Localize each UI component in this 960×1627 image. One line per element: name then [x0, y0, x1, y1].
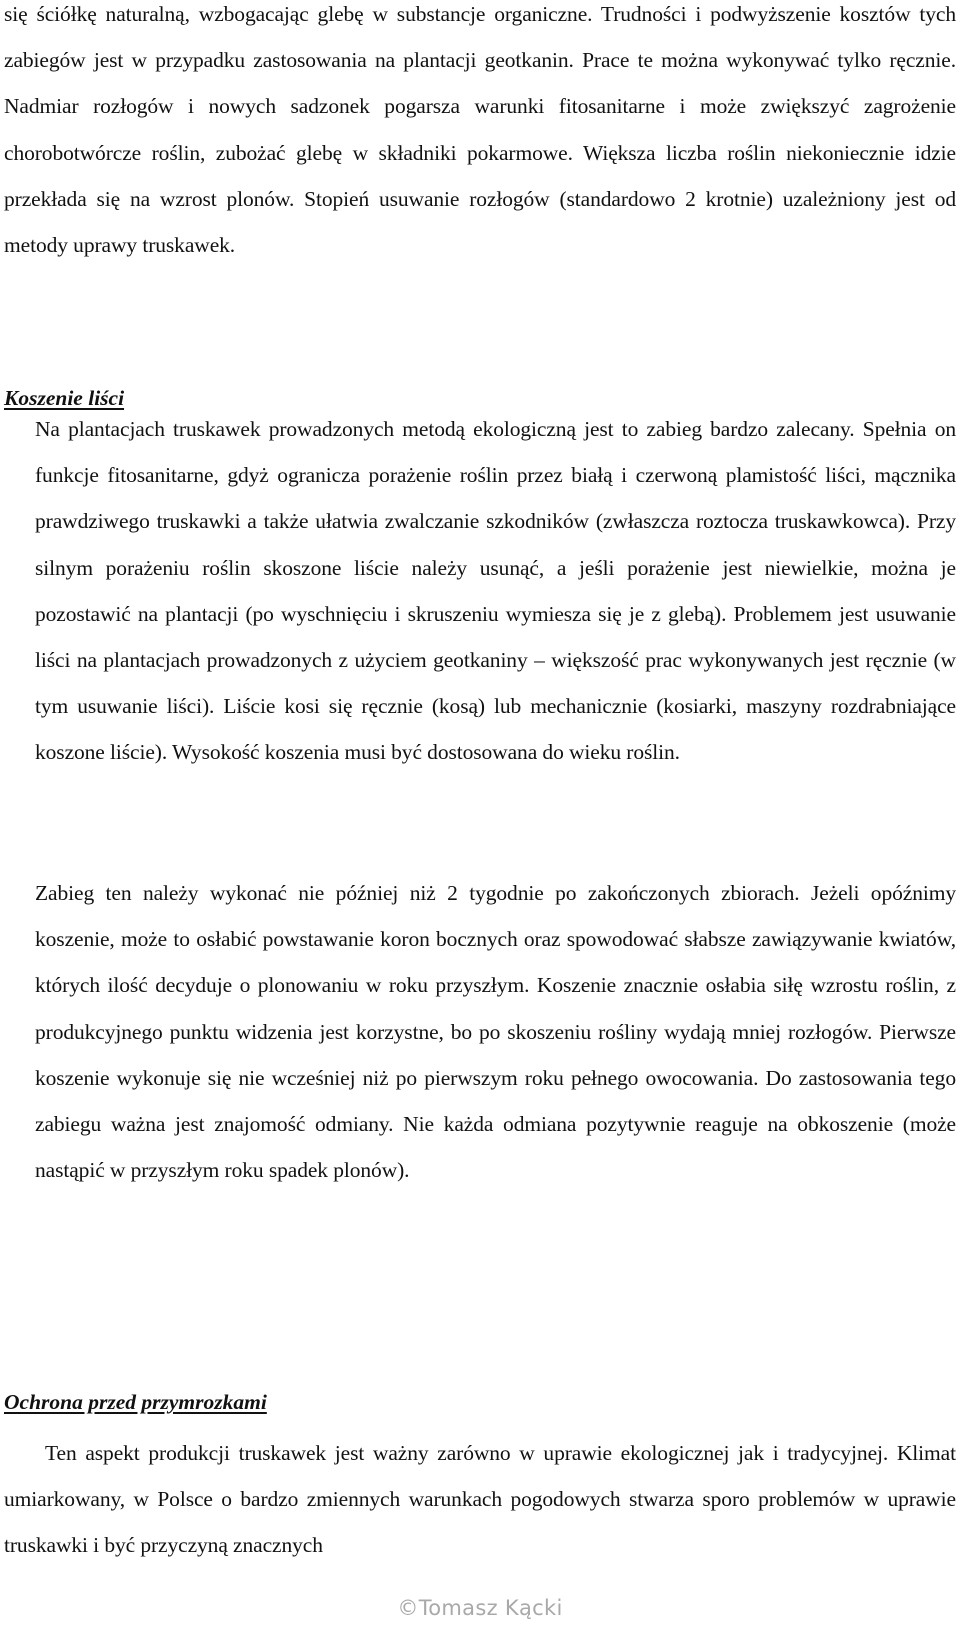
paragraph-top: się ściółkę naturalną, wzbogacając glebę w substancje organiczne. Trudności i podwyższenie kosztów tych zabiegów jest w przypadku zastosowania na plantacji geotkanin. Prace te można wykonywać tylko ręcznie. Nadmiar rozłogów i nowych sadzonek pogarsza warunki fitosanitarne i może zwiększyć zagrożenie chorobotwórcze roślin, zubożać glebę w składniki pokarmowe. Większa liczba roślin niekoniecznie idzie przekłada się na wzrost plonów. Stopień usuwanie rozłogów (standardowo 2 krotnie) uzależniony jest od metody uprawy truskawek.	[4, 2, 956, 258]
paragraph-koszenie-2: Zabieg ten należy wykonać nie później niż 2 tygodnie po zakończonych zbiorach. Jeżeli opóźnimy koszenie, może to osłabić powstawanie koron bocznych oraz spowodować słabsze zawiązywanie kwiatów, których ilość decyduje o plonowaniu w roku przyszłym. Koszenie znacznie osłabia siłę wzrostu roślin, z produkcyjnego punktu widzenia jest korzystne, bo po skoszeniu rośliny wydają mniej rozłogów. Pierwsze koszenie wykonuje się nie wcześniej niż po pierwszym roku pełnego owocowania. Do zastosowania tego zabiegu ważna jest znajomość odmiany. Nie każda odmiana pozytywnie reaguje na obkoszenie (może nastąpić w przyszłym roku spadek plonów).	[35, 881, 956, 1183]
section-heading-koszenie-lisci: Koszenie liści	[4, 386, 125, 410]
paragraph-ochrona-1: Ten aspekt produkcji truskawek jest ważny zarówno w uprawie ekologicznej jak i tradycyjnej. Klimat umiarkowany, w Polsce o bardzo zmiennych warunkach pogodowych stwarza sporo problemów w uprawie truskawki i być przyczyną znacznych	[4, 1441, 956, 1558]
copyright-watermark: ©Tomasz Kącki	[397, 1596, 563, 1620]
section-heading-ochrona-przed-przymrozkami: Ochrona przed przymrozkami	[4, 1390, 267, 1414]
paragraph-koszenie-1: Na plantacjach truskawek prowadzonych metodą ekologiczną jest to zabieg bardzo zalecany. Spełnia on funkcje fitosanitarne, gdyż ogranicza porażenie roślin przez białą i czerwoną plamistość liści, mącznika prawdziwego truskawki a także ułatwia zwalczanie szkodników (zwłaszcza roztocza truskawkowca). Przy silnym porażeniu roślin skoszone liście należy usunąć, a jeśli porażenie jest niewielkie, można je pozostawić na plantacji (po wyschnięciu i skruszeniu wymiesza się je z glebą). Problemem jest usuwanie liści na plantacjach prowadzonych z użyciem geotkaniny – większość prac wykonywanych jest ręcznie (w tym usuwanie liści). Liście kosi się ręcznie (kosą) lub mechanicznie (kosiarki, maszyny rozdrabniające koszone liście). Wysokość koszenia musi być dostosowana do wieku roślin.	[35, 417, 956, 765]
